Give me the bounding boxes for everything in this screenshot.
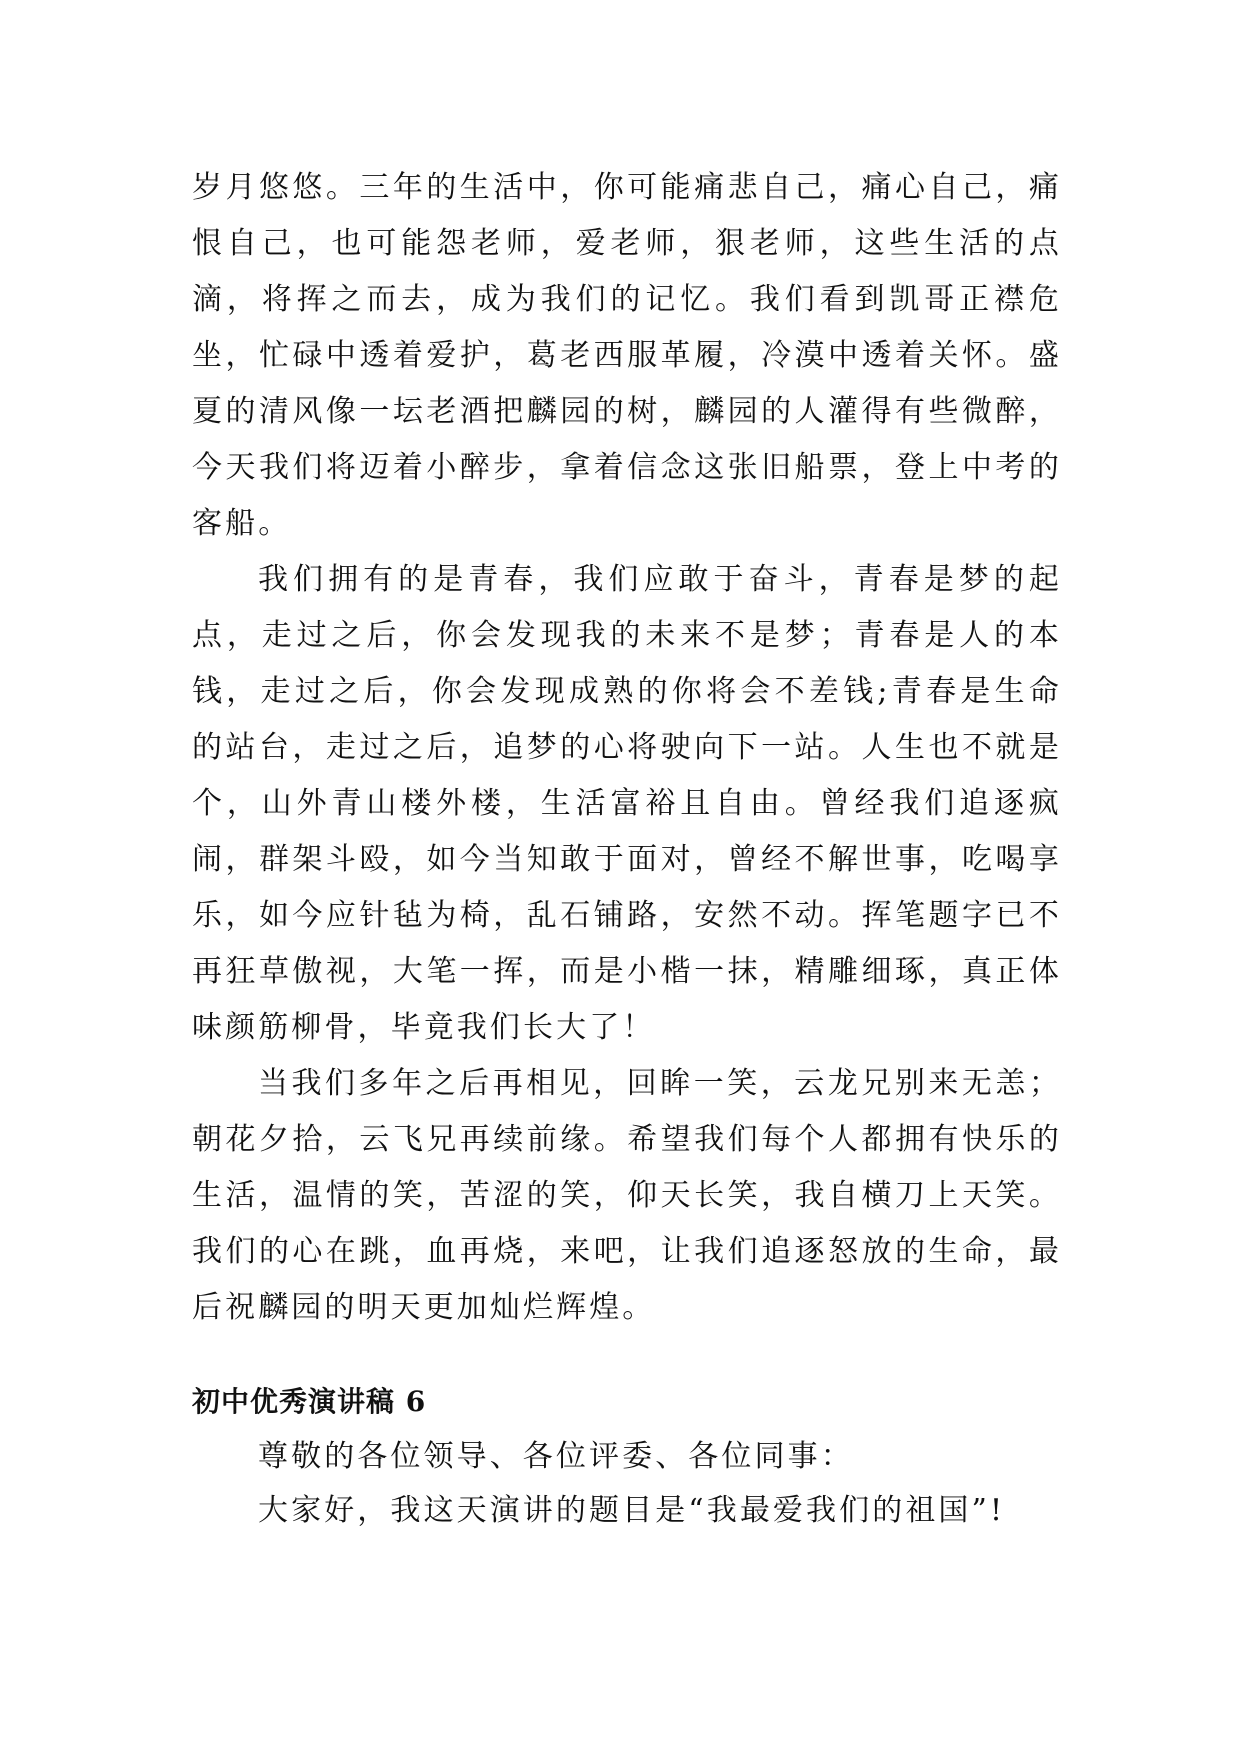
- section-title: 初中优秀演讲稿 6: [192, 1385, 427, 1418]
- paragraph-1: 岁月悠悠。三年的生活中，你可能痛悲自己，痛心自己，痛恨自己，也可能怨老师，爱老师，狠老师，这些生活的点滴，将挥之而去，成为我们的记忆。我们看到凯哥正襟危坐，忙碌中透着爱护，葛老西服革履，冷漠中透着关怀。盛夏的清风像一坛老酒把麟园的树，麟园的人灌得有些微醉，今天我们将迈着小醉步，拿着信念这张旧船票，登上中考的客船。: [192, 170, 1062, 541]
- paragraph-2: 我们拥有的是青春，我们应敢于奋斗，青春是梦的起点，走过之后，你会发现我的未来不是梦；青春是人的本钱，走过之后，你会发现成熟的你将会不差钱;青春是生命的站台，走过之后，追梦的心将驶向下一站。人生也不就是个，山外青山楼外楼，生活富裕且自由。曾经我们追逐疯闹，群架斗殴，如今当知敢于面对，曾经不解世事，吃喝享乐，如今应针毡为椅，乱石铺路，安然不动。挥笔题字已不再狂草傲视，大笔一挥，而是小楷一抹，精雕细琢，真正体味颜筋柳骨，毕竟我们长大了！: [192, 562, 1062, 1045]
- document-body: [192, 160, 1062, 1538]
- opening-line: 大家好，我这天演讲的题目是“我最爱我们的祖国”!: [258, 1493, 1006, 1528]
- salutation: 尊敬的各位领导、各位评委、各位同事：: [258, 1439, 854, 1474]
- section-body: [192, 1430, 1062, 1538]
- paragraph-3: 当我们多年之后再相见，回眸一笑，云龙兄别来无恙；朝花夕拾，云飞兄再续前缘。希望我们每个人都拥有快乐的生活，温情的笑，苦涩的笑，仰天长笑，我自横刀上天笑。我们的心在跳，血再烧，来吧，让我们追逐怒放的生命，最后祝麟园的明天更加灿烂辉煌。: [192, 1066, 1062, 1325]
